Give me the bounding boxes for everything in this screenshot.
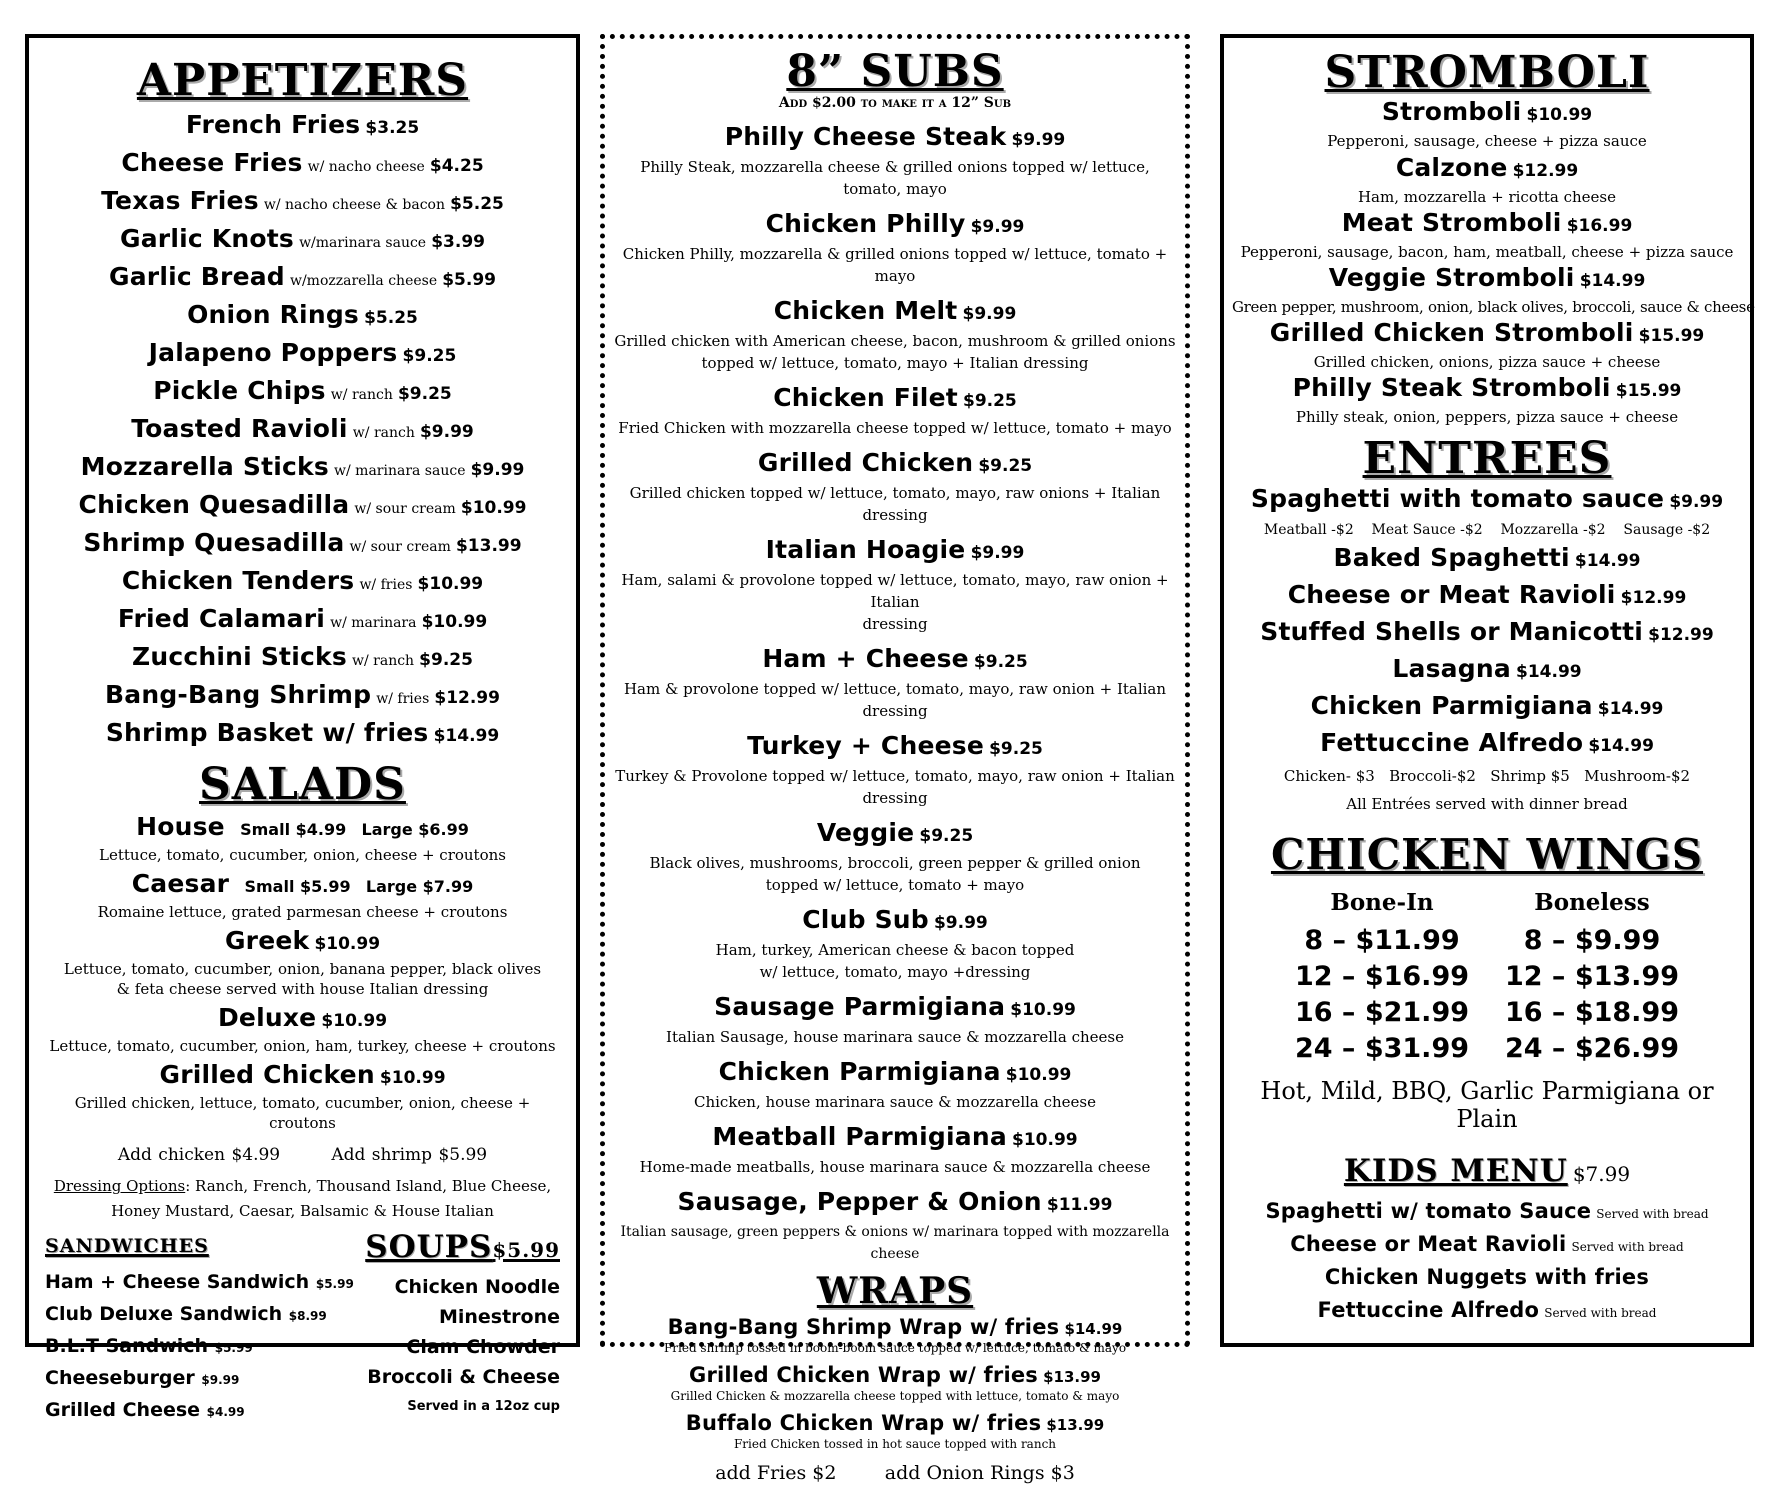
kids-list (1232, 1196, 1742, 1328)
wings-price-grid (1277, 883, 1697, 1067)
entrees-list (1232, 482, 1742, 819)
sub-item: Sausage Parmigiana $10.99 Italian Sausage, house marinara sauce & mozzarella cheese (666, 992, 1124, 1047)
bone-in-price: 8 – $11.99 (1304, 925, 1460, 957)
sub-item: Philly Cheese Steak $9.99 Philly Steak, mozzarella cheese & grilled onions topped w/ lettuce, tomato, mayo (640, 122, 1150, 199)
wrap-item: Grilled Chicken Wrap w/ fries $13.99 Grilled Chicken & mozzarella cheese topped with lettuce, tomato & mayo (670, 1362, 1120, 1403)
subs-subtitle: Add $2.00 to make it a 12” Sub (778, 95, 1012, 112)
right-menu-panel (1220, 34, 1754, 1347)
dressing-options-line2: Honey Mustard, Caesar, Balsamic & House Italian (111, 1202, 494, 1221)
menu-item: Bang-Bang Shrimp w/ fries $12.99 (105, 680, 500, 710)
wraps-heading: WRAPS (816, 1270, 974, 1313)
entree-item: Lasagna $14.99 (1392, 654, 1582, 684)
stromboli-item: Meat Stromboli $16.99 Pepperoni, sausage, bacon, ham, meatball, cheese + pizza sauce (1240, 208, 1734, 262)
menu-item: Texas Fries w/ nacho cheese & bacon $5.25 (101, 186, 504, 216)
sandwiches-soups-section (45, 1231, 560, 1427)
menu-item: Shrimp Quesadilla w/ sour cream $13.99 (83, 528, 522, 558)
wrap-item: Buffalo Chicken Wrap w/ fries $13.99 Fried Chicken tossed in hot sauce topped with ranch (685, 1410, 1105, 1451)
entree-item: Chicken Parmigiana $14.99 (1310, 691, 1664, 721)
stromboli-item: Grilled Chicken Stromboli $15.99 Grilled chicken, onions, pizza sauce + cheese (1269, 318, 1705, 372)
entree-item: Cheese or Meat Ravioli $12.99 (1287, 580, 1687, 610)
soups-price: $5.99 (492, 1238, 560, 1263)
bone-in-price: 24 – $31.99 (1294, 1033, 1470, 1065)
boneless-price: 8 – $9.99 (1523, 925, 1661, 957)
bone-in-label: Bone-In (1330, 889, 1434, 917)
menu-item: Mozzarella Sticks w/ marinara sauce $9.99 (80, 452, 525, 482)
sub-item: Chicken Filet $9.25 Fried Chicken with mozzarella cheese topped w/ lettuce, tomato + mayo (618, 383, 1172, 438)
stromboli-item: Stromboli $10.99 Pepperoni, sausage, cheese + pizza sauce (1327, 97, 1647, 151)
entree-item: Spaghetti with tomato sauce $9.99 (1250, 484, 1724, 514)
kids-item: Chicken Nuggets with fries (1324, 1265, 1650, 1290)
wrap-item: Bang-Bang Shrimp Wrap w/ fries $14.99 Fried shrimp tossed in boom-boom sauce topped w/ lettuce, tomato & mayo (663, 1314, 1127, 1355)
menu-item: Chicken Tenders w/ fries $10.99 (121, 566, 484, 596)
menu-item: Chicken Quesadilla w/ sour cream $10.99 (78, 490, 527, 520)
entrees-note: All Entrées served with dinner bread (1346, 795, 1628, 814)
stromboli-item: Philly Steak Stromboli $15.99 Philly steak, onion, peppers, pizza sauce + cheese (1292, 373, 1682, 427)
left-menu-panel (25, 34, 580, 1422)
menu-item: Garlic Knots w/marinara sauce $3.99 (120, 224, 485, 254)
menu-item: Zucchini Sticks w/ ranch $9.25 (132, 642, 473, 672)
entrees-heading: ENTREES (1362, 433, 1612, 485)
boneless-price: 16 – $18.99 (1504, 997, 1680, 1029)
stromboli-item: Veggie Stromboli $14.99 Green pepper, mushroom, onion, black olives, broccoli, sauce & cheese (1232, 263, 1755, 317)
sub-item: Club Sub $9.99 Ham, turkey, American cheese & bacon topped w/ lettuce, tomato, mayo +dressing (715, 905, 1075, 982)
salad-deluxe: Deluxe $10.99 Lettuce, tomato, cucumber, onion, ham, turkey, cheese + croutons (49, 1003, 556, 1056)
soups-heading-row (365, 1231, 560, 1266)
kids-item: Cheese or Meat Ravioli Served with bread (1290, 1232, 1684, 1257)
kids-item: Spaghetti w/ tomato Sauce Served with bread (1265, 1199, 1709, 1224)
salads-list (45, 812, 560, 1223)
sub-item: Meatball Parmigiana $10.99 Home-made meatballs, house marinara sauce & mozzarella cheese (639, 1122, 1151, 1177)
wrap-addons: add Fries $2 add Onion Rings $3 (715, 1461, 1075, 1484)
boneless-price: 12 – $13.99 (1504, 961, 1680, 993)
salad-house: House Small $4.99 Large $6.99 Lettuce, tomato, cucumber, onion, cheese + croutons (99, 812, 506, 865)
bone-in-price: 12 – $16.99 (1294, 961, 1470, 993)
menu-item: Cheese Fries w/ nacho cheese $4.25 (121, 148, 484, 178)
salads-heading: SALADS (199, 759, 406, 811)
soup-item: Chicken Noodle (394, 1276, 560, 1299)
sandwich-item: Ham + Cheese Sandwich $5.99 (45, 1271, 354, 1294)
sub-item: Chicken Philly $9.99 Chicken Philly, mozzarella & grilled onions topped w/ lettuce, tomato + mayo (622, 209, 1168, 286)
subs-heading: 8” SUBS (786, 46, 1004, 97)
sandwich-item: Club Deluxe Sandwich $8.99 (45, 1303, 327, 1326)
salad-caesar: Caesar Small $5.99 Large $7.99 Romaine lettuce, grated parmesan cheese + croutons (97, 869, 508, 922)
entree-item: Baked Spaghetti $14.99 (1333, 543, 1641, 573)
kids-price: $7.99 (1572, 1162, 1631, 1187)
soup-item: Clam Chowder (406, 1336, 560, 1359)
soup-note: Served in a 12oz cup (407, 1399, 560, 1415)
sub-item: Grilled Chicken $9.25 Grilled chicken topped w/ lettuce, tomato, mayo, raw onions + Italian dressing (629, 448, 1161, 525)
sub-item: Veggie $9.25 Black olives, mushrooms, broccoli, green pepper & grilled onion topped w/ lettuce, tomato + mayo (649, 818, 1141, 895)
entree-addons: Meatball -$2 Meat Sauce -$2 Mozzarella -$2 Sausage -$2 (1263, 522, 1711, 539)
boneless-price: 24 – $26.99 (1504, 1033, 1680, 1065)
sandwich-item: Cheeseburger $9.99 (45, 1367, 240, 1390)
soup-item: Minestrone (438, 1306, 560, 1329)
entree-item: Fettuccine Alfredo $14.99 (1320, 728, 1654, 758)
stromboli-item: Calzone $12.99 Ham, mozzarella + ricotta cheese (1357, 153, 1617, 207)
dressing-options: Dressing Options: Ranch, French, Thousand Island, Blue Cheese, (53, 1177, 552, 1196)
soup-item: Broccoli & Cheese (367, 1366, 560, 1389)
menu-item: Garlic Bread w/mozzarella cheese $5.99 (109, 262, 496, 292)
kids-heading-row (1232, 1155, 1742, 1188)
salad-greek: Greek $10.99 Lettuce, tomato, cucumber, onion, banana pepper, black olives & feta cheese served with house Italian dressing (63, 926, 542, 999)
menu-item: Jalapeno Poppers $9.25 (148, 338, 457, 368)
sandwiches-block (45, 1231, 354, 1427)
bone-in-price: 16 – $21.99 (1294, 997, 1470, 1029)
boneless-label: Boneless (1534, 889, 1650, 917)
soups-heading: SOUPS (365, 1229, 493, 1266)
stromboli-heading: STROMBOLI (1324, 47, 1650, 98)
stromboli-list (1232, 96, 1755, 427)
menu-item: Toasted Ravioli w/ ranch $9.99 (131, 414, 474, 444)
kids-heading: KIDS MENU (1343, 1153, 1568, 1190)
center-menu-panel (600, 34, 1190, 1484)
sandwich-item: Grilled Cheese $4.99 (45, 1399, 245, 1422)
sub-item: Turkey + Cheese $9.25 Turkey & Provolone topped w/ lettuce, tomato, mayo, raw onion + Italian dressing (615, 731, 1175, 808)
wing-sauces: Hot, Mild, BBQ, Garlic Parmigiana or Plain (1260, 1077, 1714, 1134)
menu-item: Shrimp Basket w/ fries $14.99 (105, 718, 500, 748)
wings-heading: CHICKEN WINGS (1270, 830, 1704, 880)
menu-item: Onion Rings $5.25 (187, 300, 418, 330)
menu-item: French Fries $3.25 (185, 110, 420, 140)
sub-item: Chicken Melt $9.99 Grilled chicken with American cheese, bacon, mushroom & grilled onions topped w/ lettuce, tomato, mayo + Italian dressing (614, 296, 1176, 373)
sandwich-item: B.L.T Sandwich $5.99 (45, 1335, 253, 1358)
sub-item: Italian Hoagie $9.99 Ham, salami & provolone topped w/ lettuce, tomato, mayo, raw onion + Italian dressing (621, 535, 1169, 634)
sub-item: Sausage, Pepper & Onion $11.99 Italian sausage, green peppers & onions w/ marinara topped with mozzarella cheese (620, 1187, 1170, 1263)
appetizers-heading: APPETIZERS (136, 55, 469, 106)
entree-item: Stuffed Shells or Manicotti $12.99 (1260, 617, 1714, 647)
menu-item: Fried Calamari w/ marinara $10.99 (117, 604, 488, 634)
sub-item: Ham + Cheese $9.25 Ham & provolone topped w/ lettuce, tomato, mayo, raw onion + Italian dressing (623, 644, 1167, 721)
salad-grilled-chicken: Grilled Chicken $10.99 Grilled chicken, lettuce, tomato, cucumber, onion, cheese + croutons (74, 1060, 531, 1133)
menu-item: Pickle Chips w/ ranch $9.25 (153, 376, 452, 406)
kids-item: Fettuccine Alfredo Served with bread (1317, 1298, 1657, 1323)
salad-addons: Add chicken $4.99 Add shrimp $5.99 (117, 1145, 488, 1166)
sub-item: Chicken Parmigiana $10.99 Chicken, house marinara sauce & mozzarella cheese (693, 1057, 1097, 1112)
soups-block (365, 1231, 560, 1427)
appetizers-list (45, 108, 560, 754)
sandwiches-heading: SANDWICHES (45, 1235, 209, 1258)
fettuccine-addons: Chicken- $3 Broccoli-$2 Shrimp $5 Mushroom-$2 (1283, 767, 1691, 786)
